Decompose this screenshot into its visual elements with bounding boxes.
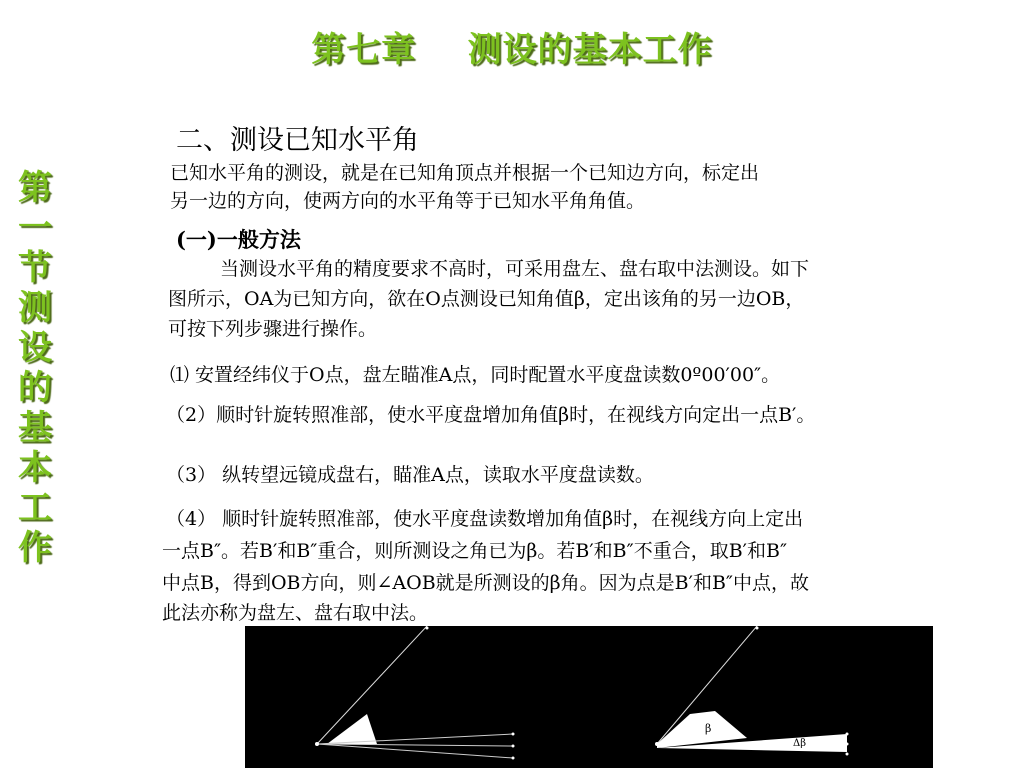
step-3: （3） 纵转望远镜成盘右，瞄准A点，读取水平度盘读数。 [166, 464, 654, 486]
chapter-title: 第七章 测设的基本工作 [311, 30, 713, 70]
left-sector-beta [327, 714, 377, 744]
left-point-top [426, 627, 429, 630]
section-side-title: 第一节 测设的基本工作 [18, 168, 52, 568]
right-diagram [655, 626, 849, 756]
method-line-2: 图所示，OA为已知方向，欲在O点测设已知角值β，定出该角的另一边OB， [168, 288, 805, 310]
left-point-b2 [512, 757, 515, 760]
left-point-b1 [512, 745, 515, 748]
right-point-b2 [846, 753, 849, 756]
beta-label: β [705, 722, 712, 735]
method-heading: (一)一般方法 [176, 227, 301, 252]
right-point-top [756, 627, 759, 630]
section-heading: 二、测设已知水平角 [176, 125, 419, 156]
left-diagram [315, 626, 515, 760]
right-point-b [846, 743, 849, 746]
step-4-line-4: 此法亦称为盘左、盘右取中法。 [162, 602, 429, 624]
right-point-o [655, 742, 659, 746]
intro-line-1: 已知水平角的测设，就是在已知角顶点并根据一个已知边方向，标定出 [170, 162, 760, 184]
right-point-a [846, 733, 849, 736]
delta-beta-label: Δβ [793, 738, 807, 749]
left-point-a [512, 733, 515, 736]
angle-diagram [245, 626, 933, 768]
left-point-o [315, 742, 319, 746]
step-1: ⑴ 安置经纬仪于O点，盘左瞄准A点，同时配置水平度盘读数0º00′00″。 [170, 364, 781, 386]
method-line-1: 当测设水平角的精度要求不高时，可采用盘左、盘右取中法测设。如下 [220, 258, 810, 280]
angle-layout-figure [245, 626, 933, 768]
step-2: （2）顺时针旋转照准部，使水平度盘增加角值β时，在视线方向定出一点B′。 [166, 404, 816, 426]
step-4-line-2: 一点B″。若B′和B″重合，则所测设之角已为β。若B′和B″不重合，取B′和B″ [162, 540, 788, 562]
intro-line-2: 另一边的方向，使两方向的水平角等于已知水平角角值。 [170, 190, 646, 212]
left-ray-up [317, 626, 427, 744]
step-4-line-1: （4） 顺时针旋转照准部，使水平度盘读数增加角值β时，在视线方向上定出 [166, 508, 804, 530]
method-line-3: 可按下列步骤进行操作。 [168, 318, 378, 340]
step-4-line-3: 中点B，得到OB方向，则∠AOB就是所测设的β角。因为点是B′和B″中点，故 [162, 572, 810, 594]
